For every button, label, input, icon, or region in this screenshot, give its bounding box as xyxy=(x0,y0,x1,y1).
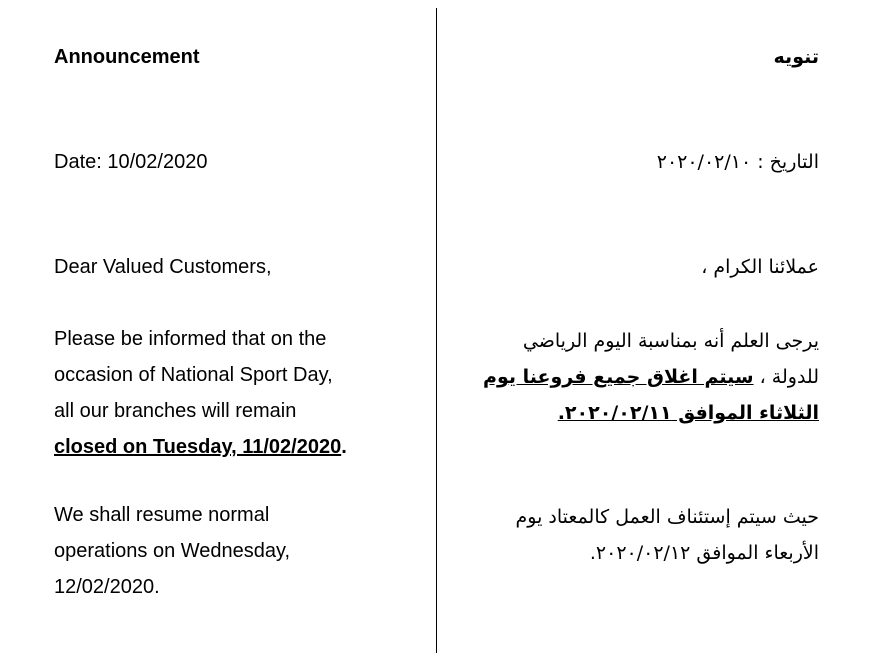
english-date: Date: 10/02/2020 xyxy=(54,151,208,173)
english-body-line: occasion of National Sport Day, xyxy=(54,364,333,386)
arabic-closed-line xyxy=(483,395,819,431)
english-closed-date: closed on Tuesday, 11/02/2020 xyxy=(54,436,342,458)
arabic-body-line: يرجى العلم أنه بمناسبة اليوم الرياضي xyxy=(522,330,819,352)
arabic-closure-text: سيتم اغلاق جميع فروعنا يوم xyxy=(483,366,754,388)
arabic-closed-date: الثلاثاء الموافق ٢٠٢٠/٠٢/١١. xyxy=(557,402,819,424)
arabic-resume-paragraph xyxy=(516,499,819,571)
arabic-resume-line: حيث سيتم إستئناف العمل كالمعتاد يوم xyxy=(515,506,819,528)
english-resume-line: We shall resume normal xyxy=(54,504,270,526)
arabic-date: التاريخ : ٢٠٢٠/٠٢/١٠ xyxy=(656,151,819,173)
english-resume-line: 12/02/2020. xyxy=(54,576,160,598)
english-closed-period: . xyxy=(341,436,347,458)
arabic-body-paragraph xyxy=(483,323,819,431)
english-body-paragraph xyxy=(54,321,347,465)
english-body-line: all our branches will remain xyxy=(54,400,297,422)
arabic-greeting: عملائنا الكرام ، xyxy=(701,256,819,278)
english-resume-line: operations on Wednesday, xyxy=(54,540,291,562)
english-resume-paragraph xyxy=(54,497,290,605)
arabic-body-plain: للدولة ، xyxy=(753,366,819,388)
english-closed-line xyxy=(54,429,347,465)
arabic-body-line xyxy=(483,359,819,395)
english-title: Announcement xyxy=(54,46,200,68)
arabic-resume-line: الأربعاء الموافق ٢٠٢٠/٠٢/١٢. xyxy=(589,542,819,564)
english-body-line: Please be informed that on the xyxy=(54,328,327,350)
arabic-title: تنويه xyxy=(773,46,819,68)
column-divider xyxy=(436,8,437,653)
english-greeting: Dear Valued Customers, xyxy=(54,256,272,278)
